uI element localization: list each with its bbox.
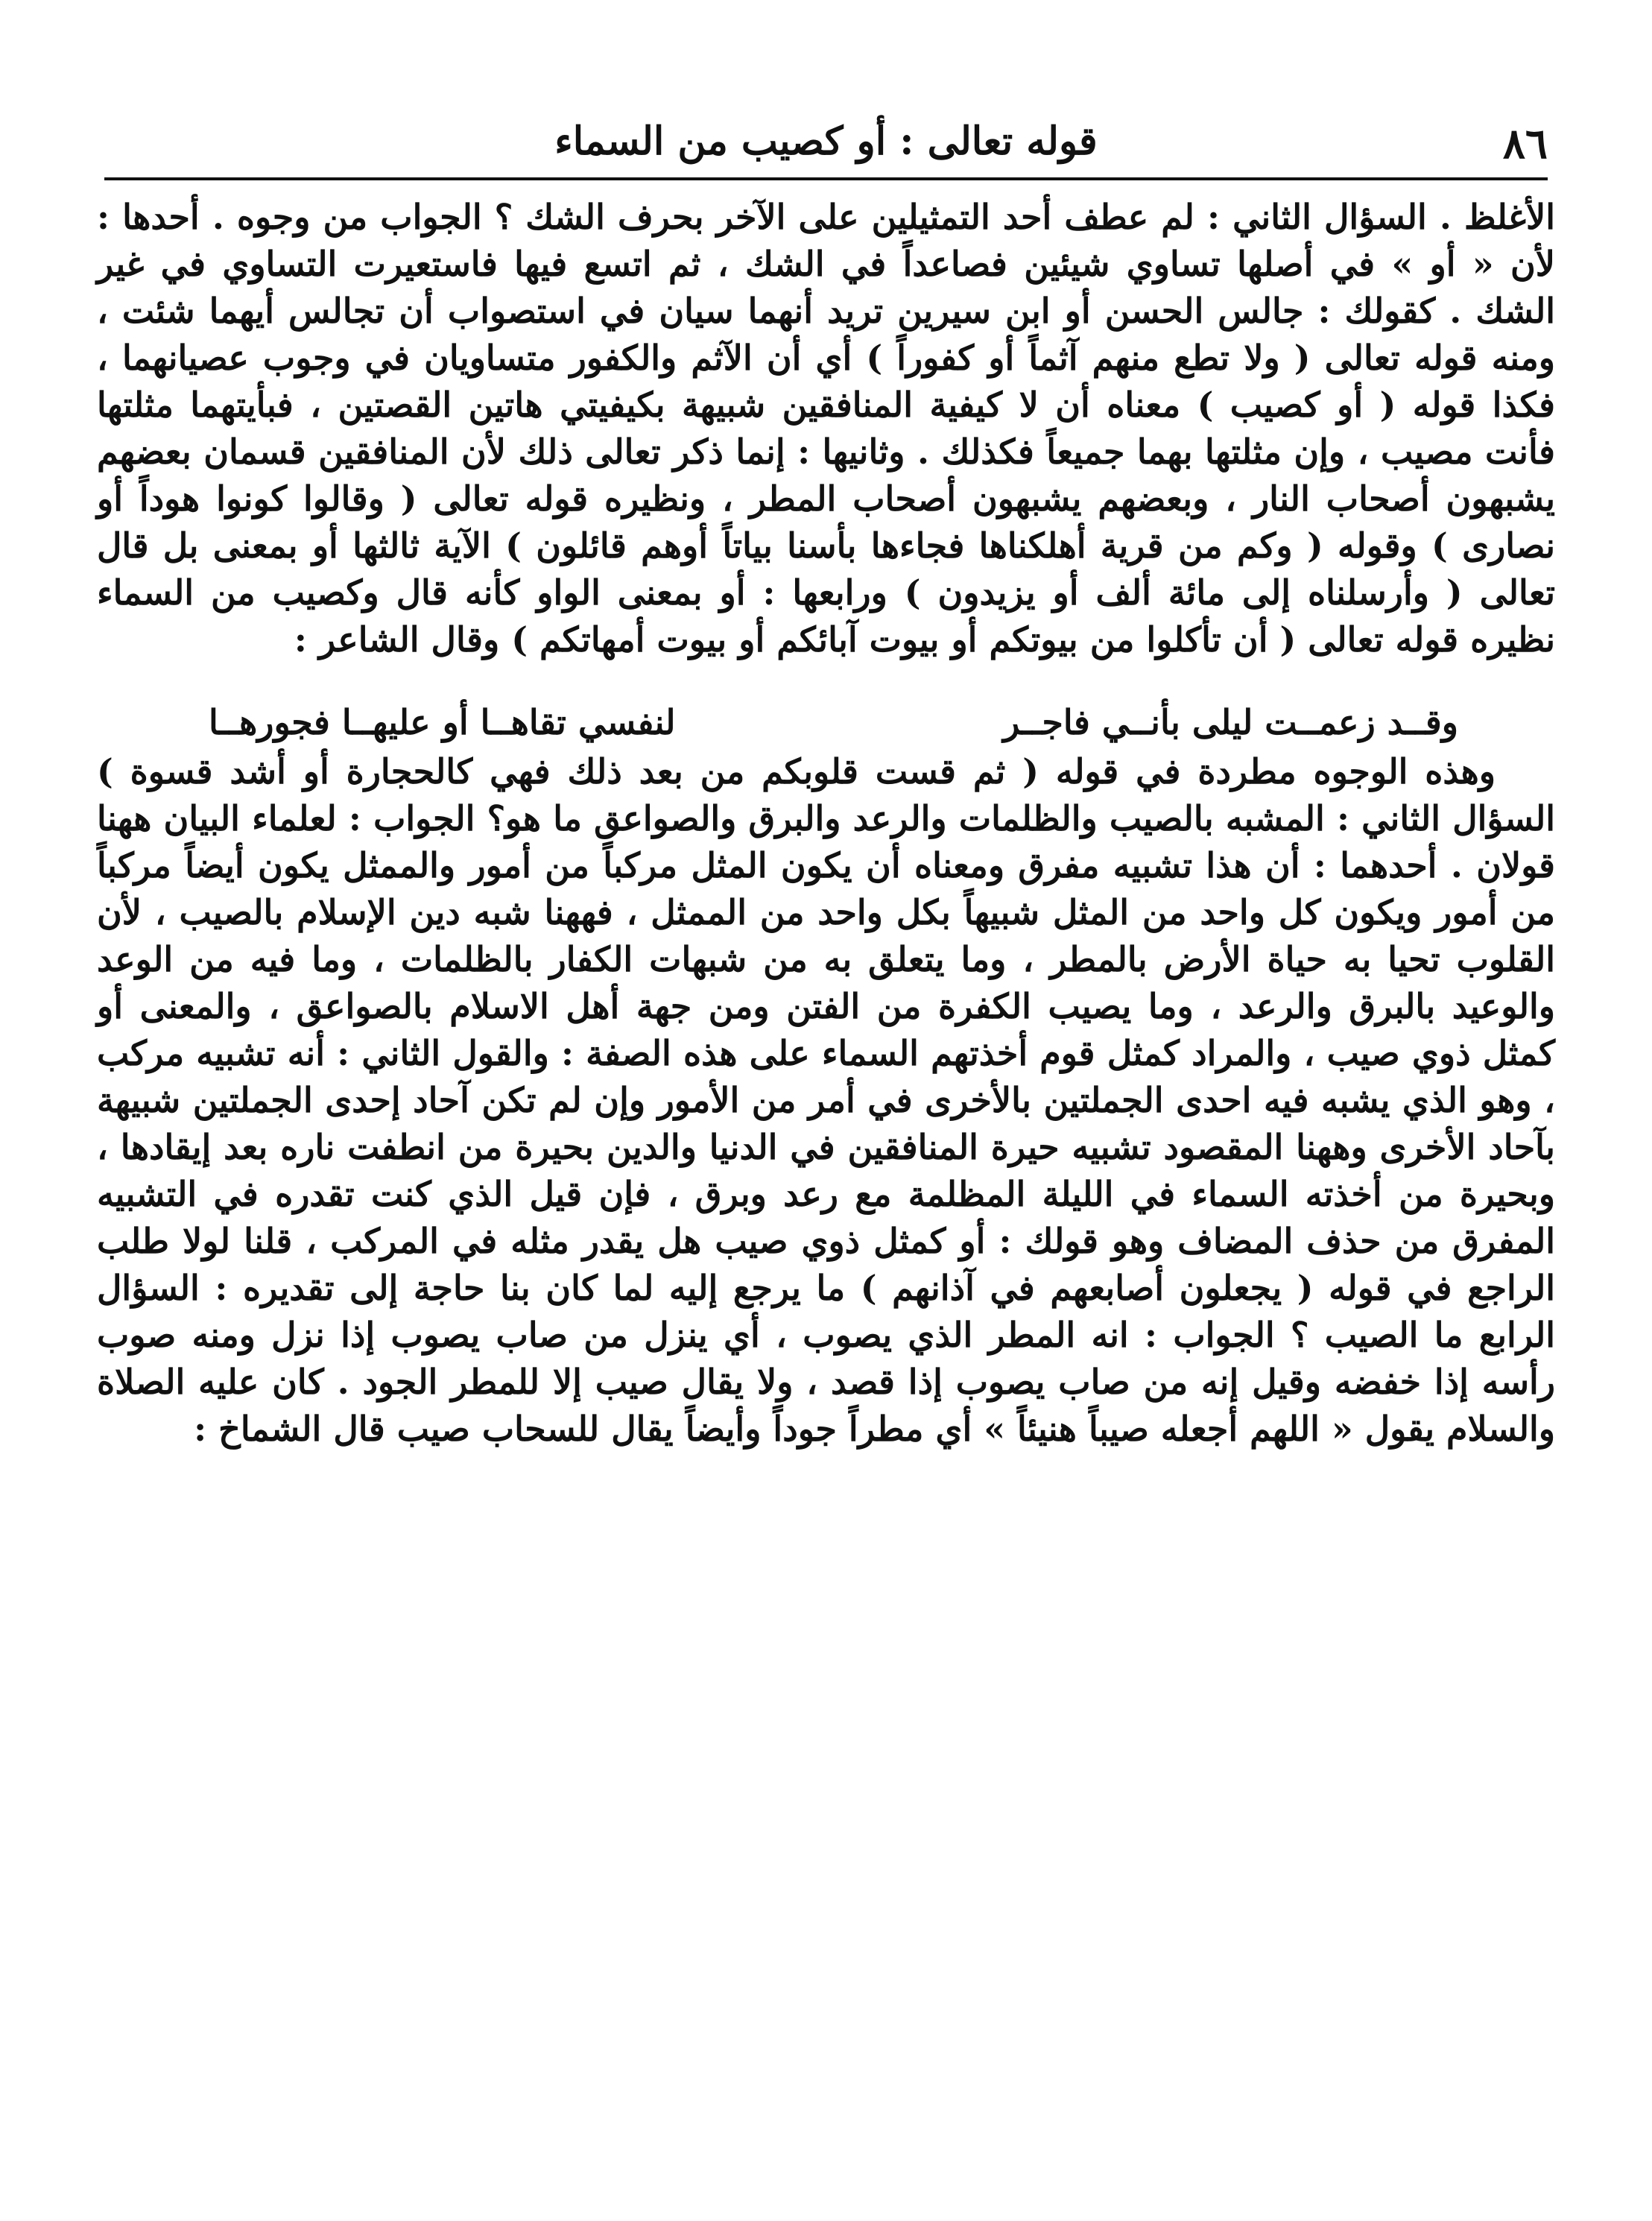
header-rule: [104, 177, 1548, 180]
poetry-verse: [97, 663, 1555, 748]
page-number: ٨٦: [1502, 119, 1548, 168]
paragraph: الأغلظ . السؤال الثاني : لم عطف أحد التمثيلين على الآخر بحرف الشك ؟ الجواب من وجوه . أحدها : لأن « أو » في أصلها تساوي شيئين فصاعداً في الشك ، ثم اتسع فيها فاستعيرت التساوي في غير الشك . كقولك : جالس الحسن أو ابن سيرين تريد أنهما سيان في استصواب أن تجالس أيهما شئت ، ومنه قوله تعالى ( ولا تطع منهم آثماً أو كفوراً ) أي أن الآثم والكفور متساويان في وجوب عصيانهما ، فكذا قوله ( أو كصيب ) معناه أن لا كيفية المنافقين شبيهة بكيفيتي هاتين القصتين ، فبأيتهما مثلتها فأنت مصيب ، وإن مثلتها بهما جميعاً فكذلك . وثانيها : إنما ذكر تعالى ذلك لأن المنافقين قسمان بعضهم يشبهون أصحاب النار ، وبعضهم يشبهون أصحاب المطر ، ونظيره قوله تعالى ( وقالوا كونوا هوداً أو نصارى ) وقوله ( وكم من قرية أهلكناها فجاءها بأسنا بياتاً أوهم قائلون ) الآية ثالثها أو بمعنى بل قال تعالى ( وأرسلناه إلى مائة ألف أو يزيدون ) ورابعها : أو بمعنى الواو كأنه قال وكصيب من السماء نظيره قوله تعالى ( أن تأكلوا من بيوتكم أو بيوت آبائكم أو بيوت أمهاتكم ) وقال الشاعر :: [97, 197, 1555, 660]
paragraph: وهذه الوجوه مطردة في قوله ( ثم قست قلوبكم من بعد ذلك فهي كالحجارة أو أشد قسوة ) السؤال الثاني : المشبه بالصيب والظلمات والرعد والبرق والصواعق ما هو؟ الجواب : لعلماء البيان ههنا قولان . أحدهما : أن هذا تشبيه مفرق ومعناه أن يكون المثل مركباً من أمور والممثل يكون أيضاً مركباً من أمور ويكون كل واحد من المثل شبيهاً بكل واحد من الممثل ، فههنا شبه دين الإسلام بالصيب ، لأن القلوب تحيا به حياة الأرض بالمطر ، وما يتعلق به من شبهات الكفار بالظلمات ، وما فيه من الوعد والوعيد بالبرق والرعد ، وما يصيب الكفرة من الفتن ومن جهة أهل الاسلام بالصواعق ، والمعنى أو كمثل ذوي صيب ، والمراد كمثل قوم أخذتهم السماء على هذه الصفة : والقول الثاني : أنه تشبيه مركب ، وهو الذي يشبه فيه احدى الجملتين بالأخرى في أمر من الأمور وإن لم تكن آحاد إحدى الجملتين شبيهة بآحاد الأخرى وههنا المقصود تشبيه حيرة المنافقين في الدنيا والدين بحيرة من انطفت ناره بعد إيقادها ، وبحيرة من أخذته السماء في الليلة المظلمة مع رعد وبرق ، فإن قيل الذي كنت تقدره في التشبيه المفرق من حذف المضاف وهو قولك : أو كمثل ذوي صيب هل يقدر مثله في المركب ، قلنا لولا طلب الراجع في قوله ( يجعلون أصابعهم في آذانهم ) ما يرجع إليه لما كان بنا حاجة إلى تقديره : السؤال الرابع ما الصيب ؟ الجواب : انه المطر الذي يصوب ، أي ينزل من صاب يصوب إذا نزل ومنه صوب رأسه إذا خفضه وقيل إنه من صاب يصوب إذا قصد ، ولا يقال صيب إلا للمطر الجود . كان عليه الصلاة والسلام يقول « اللهم أجعله صيباً هنيئاً » أي مطراً جوداً وأيضاً يقال للسحاب صيب قال الشماخ :: [97, 751, 1555, 1449]
running-title: قوله تعالى : أو كصيب من السماء: [554, 119, 1098, 164]
verse-hemistich-2: لنفسي تقاهــا أو عليهــا فجورهــا: [209, 702, 676, 742]
body-text: [97, 194, 1555, 1453]
running-head: [104, 112, 1548, 179]
verse-hemistich-1: وقــد زعمــت ليلى بأنــي فاجــر: [1003, 702, 1458, 742]
